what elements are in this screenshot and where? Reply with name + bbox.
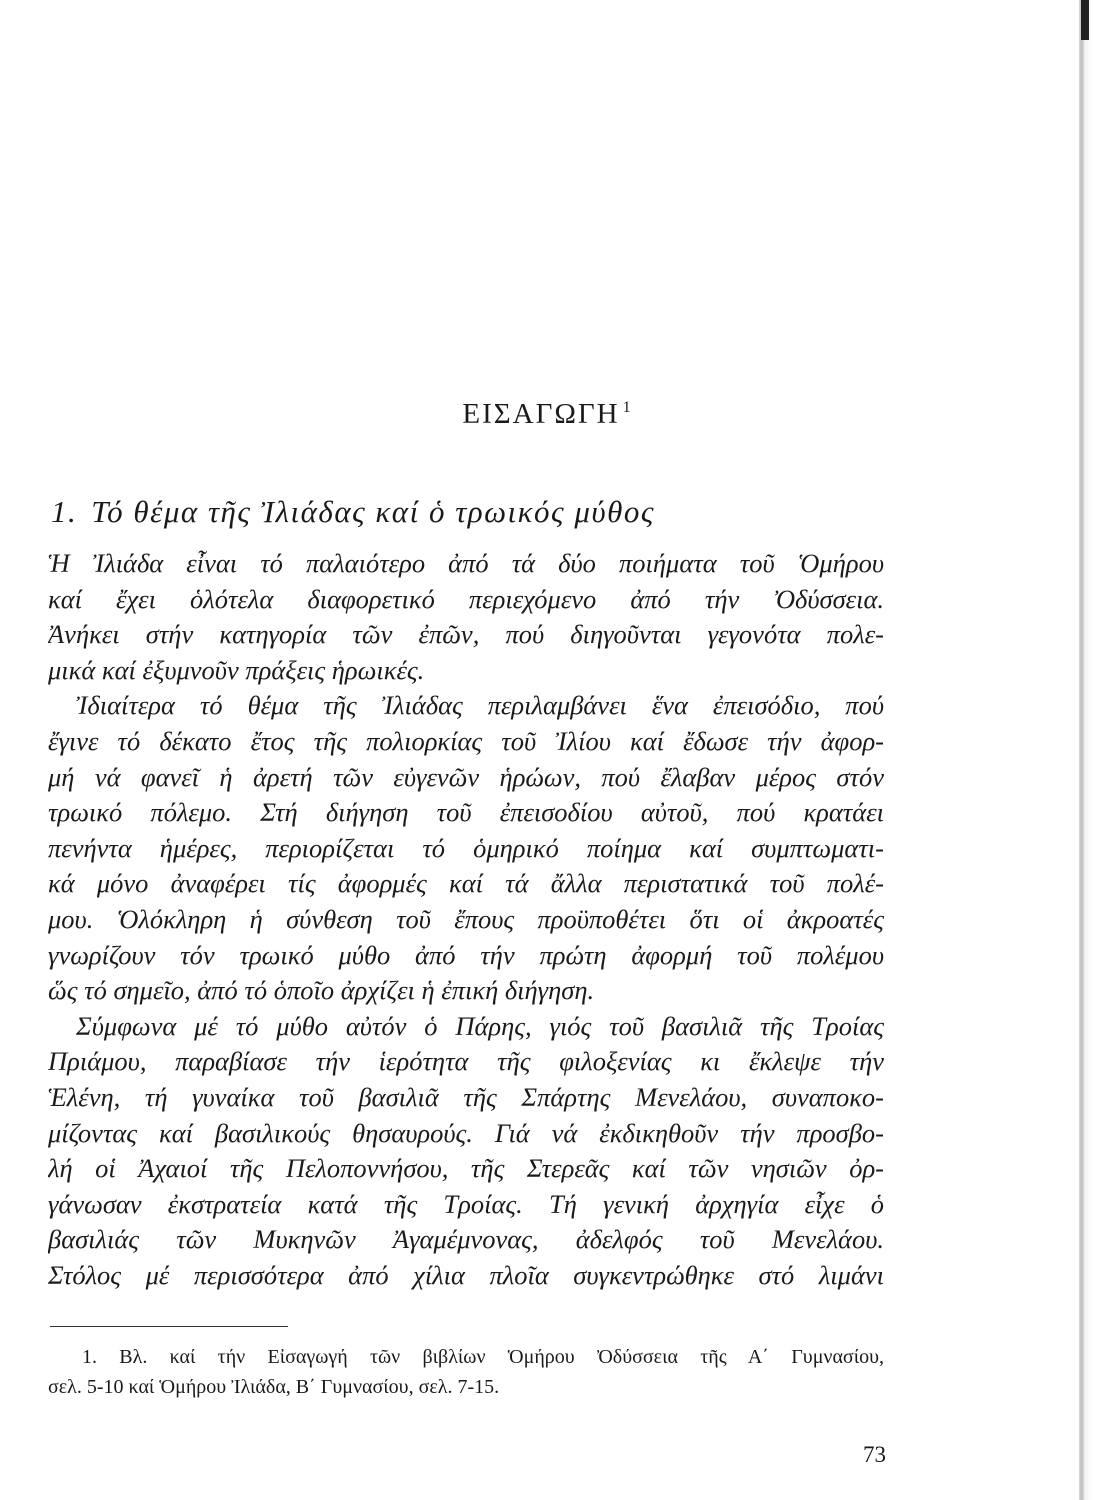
- body-line: γάνωσαν ἐκστρατεία κατά τῆς Τροίας. Τή γενική ἀρχηγία εἶχε ὁ: [48, 1188, 884, 1219]
- footnote-line: 1. Βλ. καί τήν Εἰσαγωγή τῶν βιβλίων Ὁμήρου Ὀδύσσεια τῆς Α΄ Γυμνασίου,: [82, 1346, 884, 1368]
- body-line: Σύμφωνα μέ τό μύθο αὐτόν ὁ Πάρης, γιός τοῦ βασιλιᾶ τῆς Τροίας: [76, 1010, 884, 1041]
- body-line: Ἀνήκει στήν κατηγορία τῶν ἐπῶν, πού διηγοῦνται γεγονότα πολε-: [48, 619, 884, 650]
- footnote-divider: [50, 1326, 288, 1327]
- body-line: Πριάμου, παραβίασε τήν ἱερότητα τῆς φιλοξενίας κι ἔκλεψε τήν: [48, 1046, 884, 1077]
- body-text: [48, 546, 884, 1293]
- chapter-title: [0, 400, 1093, 429]
- chapter-title-text: ΕΙΣΑΓΩΓΗ: [462, 398, 620, 430]
- footnote: [48, 1342, 884, 1402]
- body-line: τρωικό πόλεμο. Στή διήγηση τοῦ ἐπεισοδίου αὐτοῦ, πού κρατάει: [48, 797, 884, 828]
- section-heading-text: Τό θέμα τῆς Ἰλιάδας καί ὁ τρωικός μύθος: [91, 494, 655, 529]
- section-heading: [51, 494, 655, 530]
- body-line: μου. Ὁλόκληρη ἡ σύνθεση τοῦ ἔπους προϋποθέτει ὅτι οἱ ἀκροατές: [48, 903, 884, 934]
- page-number: 73: [863, 1442, 886, 1467]
- body-line: γνωρίζουν τόν τρωικό μύθο ἀπό τήν πρώτη ἀφορμή τοῦ πολέμου: [48, 939, 884, 970]
- page-edge-shadow: [1079, 0, 1093, 1500]
- body-line: κά μόνο ἀναφέρει τίς ἀφορμές καί τά ἄλλα περιστατικά τοῦ πολέ-: [48, 868, 884, 899]
- body-line: ἔγινε τό δέκατο ἔτος τῆς πολιορκίας τοῦ Ἰλίου καί ἔδωσε τήν ἀφορ-: [48, 725, 884, 756]
- body-line: μίζοντας καί βασιλικούς θησαυρούς. Γιά νά ἐκδικηθοῦν τήν προσβο-: [48, 1117, 884, 1148]
- title-footnote-mark: 1: [622, 399, 631, 417]
- body-line: πενήντα ἡμέρες, περιορίζεται τό ὁμηρικό ποίημα καί συμπτωματι-: [48, 832, 884, 863]
- body-line: Στόλος μέ περισσότερα ἀπό χίλια πλοῖα συγκεντρώθηκε στό λιμάνι: [48, 1259, 884, 1290]
- body-line: Ἑλένη, τή γυναίκα τοῦ βασιλιᾶ τῆς Σπάρτης Μενελάου, συναποκο-: [48, 1081, 884, 1112]
- body-line: μικά καί ἐξυμνοῦν πράξεις ἡρωικές.: [48, 654, 425, 685]
- footnote-line: σελ. 5-10 καί Ὁμήρου Ἰλιάδα, Β΄ Γυμνασίου, σελ. 7-15.: [48, 1376, 500, 1398]
- body-line: βασιλιάς τῶν Μυκηνῶν Ἀγαμέμνονας, ἀδελφός τοῦ Μενελάου.: [48, 1224, 884, 1255]
- body-line: ὥς τό σημεῖο, ἀπό τό ὁποῖο ἀρχίζει ἡ ἐπική διήγηση.: [48, 975, 595, 1006]
- body-line: Ἡ Ἰλιάδα εἶναι τό παλαιότερο ἀπό τά δύο ποιήματα τοῦ Ὁμήρου: [48, 548, 884, 578]
- body-line: καί ἔχει ὁλότελα διαφορετικό περιεχόμενο ἀπό τήν Ὀδύσσεια.: [48, 583, 884, 614]
- body-line: λή οἱ Ἀχαιοί τῆς Πελοποννήσου, τῆς Στερεᾶς καί τῶν νησιῶν ὀρ-: [48, 1153, 884, 1184]
- section-number: 1.: [51, 494, 78, 529]
- scan-corner-mark: [1081, 0, 1089, 40]
- body-line: μή νά φανεῖ ἡ ἀρετή τῶν εὐγενῶν ἡρώων, πού ἔλαβαν μέρος στόν: [48, 761, 884, 792]
- body-line: Ἰδιαίτερα τό θέμα τῆς Ἰλιάδας περιλαμβάνει ἕνα ἐπεισόδιο, πού: [76, 690, 884, 721]
